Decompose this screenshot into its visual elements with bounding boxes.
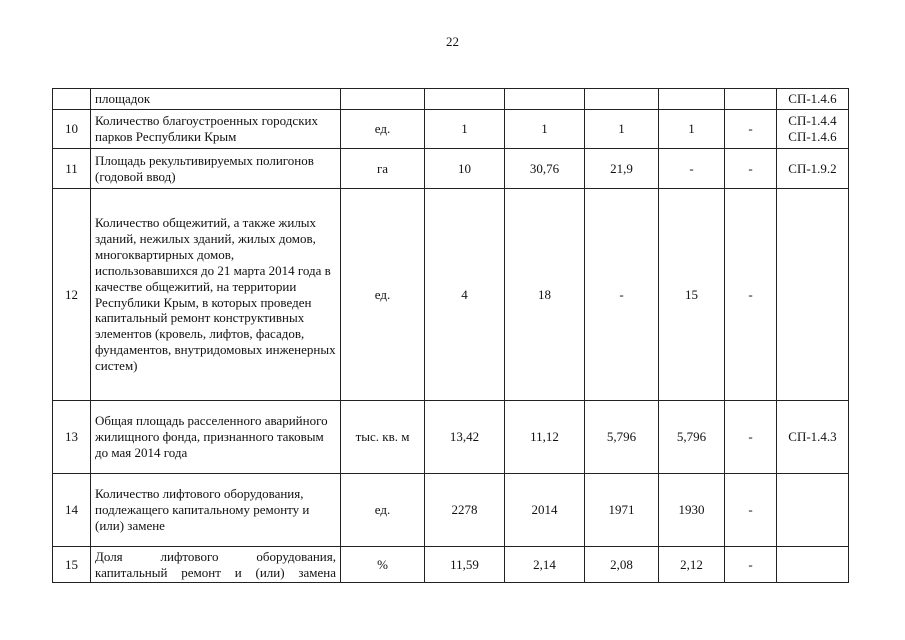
program-code: СП-1.4.6 [777,89,849,110]
value-cell-1: 1 [425,110,505,149]
program-code [777,474,849,547]
value-cell-4: 15 [659,189,725,401]
value-cell-3: 1 [585,110,659,149]
value-cell-2: 1 [505,110,585,149]
unit-cell: ед. [341,110,425,149]
value-cell-2: 11,12 [505,401,585,474]
page-number: 22 [446,34,459,49]
program-code: СП-1.4.4 СП-1.4.6 [777,110,849,149]
table-row [53,547,849,583]
table-row [53,149,849,189]
unit-cell: ед. [341,189,425,401]
row-number: 12 [53,189,91,401]
value-cell-5: - [725,189,777,401]
indicator-name: Количество общежитий, а также жилых зданий, нежилых зданий, жилых домов, многоквартирных домов, использовавшихся до 21 марта 2014 года в качестве общежитий, на территории Республики Крым, в которых проведен капитальный ремонт конструктивных элементов (кровель, лифтов, фасадов, фундаментов, внутридомовых инженерных систем) [91,189,341,401]
value-cell-1: 11,59 [425,547,505,583]
program-code [777,189,849,401]
value-cell-2: 30,76 [505,149,585,189]
indicator-name: Площадь рекультивируемых полигонов (годовой ввод) [91,149,341,189]
value-cell-1: 2278 [425,474,505,547]
value-cell-2: 2,14 [505,547,585,583]
row-number [53,89,91,110]
value-cell-5: - [725,547,777,583]
indicator-name: Общая площадь расселенного аварийного жилищного фонда, признанного таковым до мая 2014 года [91,401,341,474]
row-number: 13 [53,401,91,474]
value-cell-4: 5,796 [659,401,725,474]
indicator-name: Количество благоустроенных городских парков Республики Крым [91,110,341,149]
table-row [53,189,849,401]
table-row [53,401,849,474]
value-cell-3: 21,9 [585,149,659,189]
program-code: СП-1.9.2 [777,149,849,189]
value-cell-1 [425,89,505,110]
table-row [53,89,849,110]
table-row [53,474,849,547]
value-cell-5 [725,89,777,110]
value-cell-1: 13,42 [425,401,505,474]
value-cell-3: 2,08 [585,547,659,583]
unit-cell: ед. [341,474,425,547]
value-cell-3: - [585,189,659,401]
value-cell-5: - [725,474,777,547]
value-cell-4: 1 [659,110,725,149]
indicator-name: Количество лифтового оборудования, подлежащего капитальному ремонту и (или) замене [91,474,341,547]
unit-cell: га [341,149,425,189]
value-cell-2: 18 [505,189,585,401]
row-number: 11 [53,149,91,189]
value-cell-4: 1930 [659,474,725,547]
value-cell-1: 10 [425,149,505,189]
table-row [53,110,849,149]
row-number: 14 [53,474,91,547]
unit-cell [341,89,425,110]
program-code [777,547,849,583]
unit-cell: тыс. кв. м [341,401,425,474]
value-cell-4 [659,89,725,110]
indicator-name: площадок [91,89,341,110]
program-code: СП-1.4.3 [777,401,849,474]
row-number: 15 [53,547,91,583]
value-cell-2: 2014 [505,474,585,547]
value-cell-5: - [725,401,777,474]
value-cell-4: - [659,149,725,189]
indicator-name: Доля лифтового оборудования, капитальный ремонт и (или) замена [91,547,341,583]
value-cell-5: - [725,110,777,149]
value-cell-5: - [725,149,777,189]
value-cell-3: 5,796 [585,401,659,474]
value-cell-2 [505,89,585,110]
indicators-table [52,88,849,583]
value-cell-3: 1971 [585,474,659,547]
row-number: 10 [53,110,91,149]
unit-cell: % [341,547,425,583]
value-cell-4: 2,12 [659,547,725,583]
value-cell-3 [585,89,659,110]
value-cell-1: 4 [425,189,505,401]
